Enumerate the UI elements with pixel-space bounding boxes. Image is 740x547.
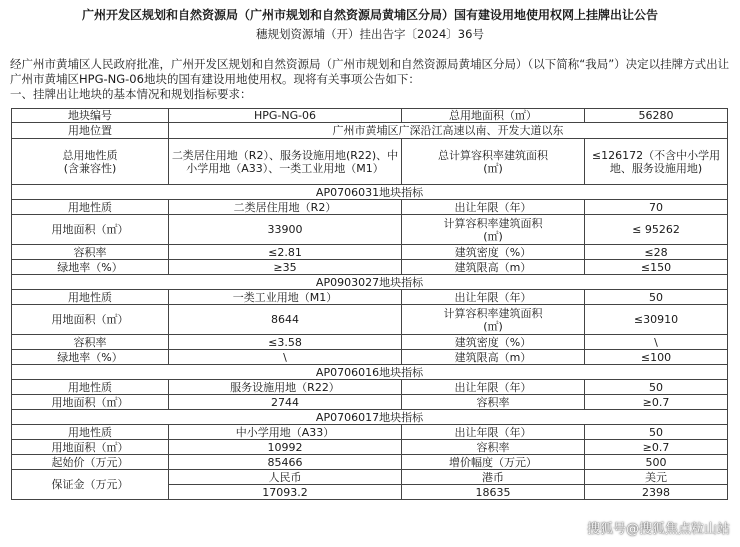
table-row (12, 350, 728, 365)
table-cell: 人民币 (169, 470, 402, 485)
table-cell: 2398 (585, 485, 728, 500)
section-heading: 一、挂牌出让地块的基本情况和规划指标要求： (10, 87, 252, 101)
section-header: AP0706031地块指标 (12, 185, 728, 200)
table-cell: ≤126172（不含中小学用地、服务设施用地) (585, 139, 728, 185)
table-row (12, 260, 728, 275)
table-cell: 容积率 (402, 440, 585, 455)
table-cell: 绿地率（%） (12, 260, 169, 275)
table-cell: 美元 (585, 470, 728, 485)
table-row (12, 305, 728, 335)
table-cell: 中小学用地（A33） (169, 425, 402, 440)
table-cell: 85466 (169, 455, 402, 470)
table-cell: 用地性质 (12, 380, 169, 395)
notice-title: 广州开发区规划和自然资源局（广州市规划和自然资源局黄埔区分局）国有建设用地使用权网上挂牌出让公告 (81, 8, 658, 22)
table-cell: 港币 (402, 470, 585, 485)
section-header: AP0706016地块指标 (12, 365, 728, 380)
table-cell: 用地面积（㎡） (12, 215, 169, 245)
table-cell: 用地性质 (12, 200, 169, 215)
table-row (12, 470, 728, 485)
table-cell: 17093.2 (169, 485, 402, 500)
table-cell: 用地面积（㎡） (12, 440, 169, 455)
table-cell: 总计算容积率建筑面积 (㎡) (402, 139, 585, 185)
table-cell: \ (585, 335, 728, 350)
table-row (12, 185, 728, 200)
parcel-table (11, 108, 728, 500)
table-cell: ≤3.58 (169, 335, 402, 350)
table-row (12, 410, 728, 425)
table-cell: 二类居住用地（R2） (169, 200, 402, 215)
table-row (12, 139, 728, 185)
table-cell: 8644 (169, 305, 402, 335)
section-header: AP0903027地块指标 (12, 275, 728, 290)
section-header: AP0706017地块指标 (12, 410, 728, 425)
table-row (12, 123, 728, 139)
table-cell: 增价幅度（万元） (402, 455, 585, 470)
table-cell: ≤2.81 (169, 245, 402, 260)
table-cell: HPG-NG-06 (169, 109, 402, 123)
table-cell: 广州市黄埔区广深沿江高速以南、开发大道以东 (169, 123, 728, 139)
table-cell: 建筑限高（m） (402, 350, 585, 365)
table-cell: 出让年限（年） (402, 290, 585, 305)
table-cell: 容积率 (402, 395, 585, 410)
table-cell: 保证金（万元） (12, 470, 169, 500)
table-row (12, 395, 728, 410)
table-cell: 总用地性质 (含兼容性) (12, 139, 169, 185)
table-row (12, 109, 728, 123)
table-cell: 用地面积（㎡） (12, 395, 169, 410)
table-row (12, 440, 728, 455)
watermark: 搜狐号@搜狐焦点粒山站 (586, 522, 730, 537)
table-cell: 容积率 (12, 335, 169, 350)
table-row (12, 380, 728, 395)
table-cell: 计算容积率建筑面积 (㎡) (402, 215, 585, 245)
table-row (12, 275, 728, 290)
table-cell: 用地性质 (12, 290, 169, 305)
table-cell: 10992 (169, 440, 402, 455)
table-row (12, 200, 728, 215)
table-cell: 500 (585, 455, 728, 470)
table-cell: ≤ 95262 (585, 215, 728, 245)
doc-number: 穗规划资源埔（开）挂出告字〔2024〕36号 (256, 27, 484, 41)
table-cell: 建筑密度（%） (402, 335, 585, 350)
table-cell: ≥0.7 (585, 395, 728, 410)
table-cell: 绿地率（%） (12, 350, 169, 365)
table-cell: 18635 (402, 485, 585, 500)
table-cell: ≤30910 (585, 305, 728, 335)
table-cell: ≥0.7 (585, 440, 728, 455)
table-cell: 地块编号 (12, 109, 169, 123)
table-cell: 用地位置 (12, 123, 169, 139)
table-cell: 2744 (169, 395, 402, 410)
table-cell: 出让年限（年） (402, 380, 585, 395)
table-cell: ≤28 (585, 245, 728, 260)
table-cell: 二类居住用地（R2）、服务设施用地(R22)、中小学用地（A33）、一类工业用地（M1） (169, 139, 402, 185)
table-row (12, 215, 728, 245)
table-cell: 50 (585, 380, 728, 395)
table-cell: 50 (585, 290, 728, 305)
table-cell: 出让年限（年） (402, 425, 585, 440)
table-row (12, 365, 728, 380)
table-cell: ≤100 (585, 350, 728, 365)
table-row (12, 335, 728, 350)
intro (10, 57, 732, 102)
table-cell: 服务设施用地（R22） (169, 380, 402, 395)
table-cell: 计算容积率建筑面积 (㎡) (402, 305, 585, 335)
table-cell: 容积率 (12, 245, 169, 260)
table-row (12, 455, 728, 470)
table-row (12, 425, 728, 440)
intro-paragraph: 经广州市黄埔区人民政府批准，广州开发区规划和自然资源局（广州市规划和自然资源局黄埔区分局）（以下简称“我局”）决定以挂牌方式出让广州市黄埔区HPG-NG-06地块的国有建设用地使用权。现将有关事项公告如下： (10, 57, 730, 86)
table-cell: 建筑密度（%） (402, 245, 585, 260)
table-cell: 56280 (585, 109, 728, 123)
table-cell: 用地性质 (12, 425, 169, 440)
table-cell: 33900 (169, 215, 402, 245)
table-cell: 用地面积（㎡） (12, 305, 169, 335)
table-cell: ≥35 (169, 260, 402, 275)
table-cell: 70 (585, 200, 728, 215)
table-cell: \ (169, 350, 402, 365)
table-cell: 总用地面积（㎡） (402, 109, 585, 123)
table-cell: 出让年限（年） (402, 200, 585, 215)
table-cell: 建筑限高（m） (402, 260, 585, 275)
table-cell: ≤150 (585, 260, 728, 275)
table-cell: 一类工业用地（M1） (169, 290, 402, 305)
table-cell: 50 (585, 425, 728, 440)
table-cell: 起始价（万元） (12, 455, 169, 470)
table-row (12, 290, 728, 305)
table-row (12, 245, 728, 260)
